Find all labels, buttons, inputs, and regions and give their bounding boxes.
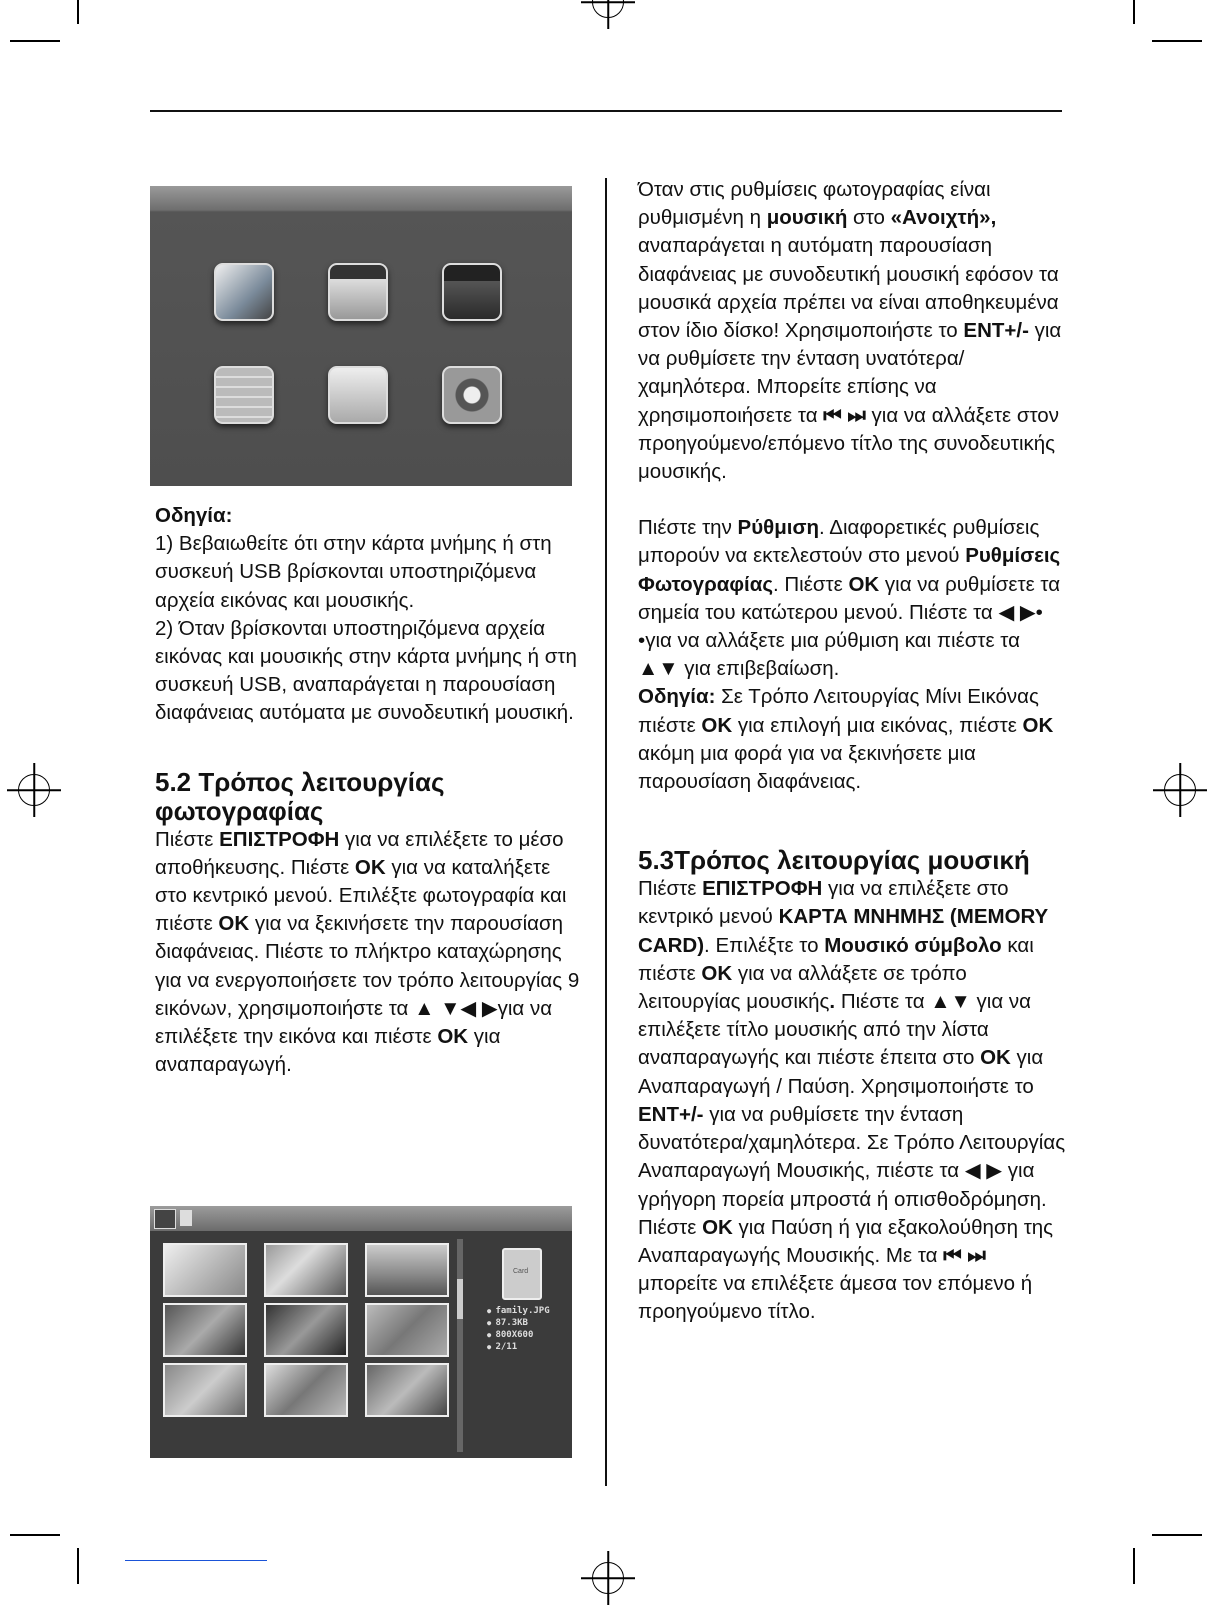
registration-mark-top bbox=[592, 0, 624, 18]
note-title: Οδηγία: bbox=[155, 504, 233, 527]
thumbnail-screenshot bbox=[150, 1206, 572, 1458]
thumbnail-image bbox=[264, 1243, 348, 1297]
file-size: ● 87.3KB bbox=[487, 1317, 550, 1329]
mini-image-note: Οδηγία: Σε Τρόπο Λειτουργίας Μίνι Εικόνας πιέστε OK για επιλογή μια εικόνας, πιέστε OK ακόμη μια φορά για να ξεκινήσετε μια παρουσίαση διαφάνειας. bbox=[638, 685, 1054, 794]
file-index: ● 2/11 bbox=[487, 1341, 550, 1353]
music-icon bbox=[328, 263, 388, 321]
left-right-icon: ◀ ▶• • bbox=[638, 600, 1043, 653]
photo-icon bbox=[214, 263, 274, 321]
music-mode-paragraph: Πιέστε ΕΠΙΣΤΡΟΦΗ για να επιλέξετε στο κεντρικό μενού ΚΑΡΤΑ ΜΝΗΜΗΣ (MEMORY CARD). Επιλέξτε το Μουσικό σύμβολο και πιέστε OK για να αλλάξετε σε τρόπο λειτουργίας μουσικής. Πιέστε τα ▲▼ για να επιλέξετε τίτλο μουσικής από την λίστα αναπαραγωγής και πιέστε έπειτα στο OK για Αναπαραγωγή / Παύση. Χρησιμοποιήστε το ENT+/- για να ρυθμίσετε την ένταση δυνατότερα/χαμηλότερα. Σε Τρόπο Λειτουργίας Αναπαραγωγή Μουσικής, πιέστε τα ◀ ▶ για γρήγορη πορεία μπροστά ή οπισθοδρόμηση. Πιέστε OK για Παύση ή για εξακολούθηση της Αναπαραγωγής Μουσικής. Με τα ⏮ ⏭ μπορείτε να επιλέξετε άμεσα τον επόμενο ή προηγούμενο τίτλο. bbox=[638, 877, 1066, 1324]
note-1: 1) Βεβαιωθείτε ότι στην κάρτα μνήμης ή στη συσκευή USB βρίσκονται υποστηριζόμενα αρχεία εικόνας και μουσικής. bbox=[155, 532, 552, 612]
footer-link-line bbox=[125, 1560, 267, 1561]
note-2: 2) Όταν βρίσκονται υποστηριζόμενα αρχεία εικόνας και μουσικής στην κάρτα μνήμης ή στη συσκευή USB, αναπαράγεται η παρουσίαση διαφάνειας αυτόματα με συνοδευτική μουσική. bbox=[155, 616, 577, 725]
crop-mark bbox=[1133, 1548, 1135, 1584]
left-right-icon: ◀ ▶ bbox=[964, 1159, 1003, 1183]
crop-mark bbox=[1152, 40, 1202, 42]
file-name: ● family.JPG bbox=[487, 1305, 550, 1317]
thumbnail-image bbox=[365, 1363, 449, 1417]
card-icon bbox=[154, 1209, 176, 1229]
crop-mark bbox=[10, 1534, 60, 1536]
thumbnail-image bbox=[264, 1363, 348, 1417]
prev-next-icon: ⏮ ⏭ bbox=[943, 1243, 986, 1267]
thumbnail-image bbox=[163, 1363, 247, 1417]
main-menu-screenshot bbox=[150, 186, 572, 486]
registration-mark-left bbox=[18, 774, 50, 806]
prev-next-icon: ⏮ ⏭ bbox=[823, 403, 866, 427]
crop-mark bbox=[77, 1548, 79, 1584]
header-rule bbox=[150, 110, 1062, 112]
left-column bbox=[150, 502, 580, 1079]
crop-mark bbox=[77, 0, 79, 24]
photo-mode-paragraph: Πιέστε ΕΠΙΣΤΡΟΦΗ για να επιλέξετε το μέσο αποθήκευσης. Πιέστε OK για να καταλήξετε στο κεντρικό μενού. Επιλέξτε φωτογραφία και πιέστε OK για να ξεκινήσετε την παρουσίαση διαφάνειας. Πιέστε το πλήκτρο καταχώρησης για να ενεργοποιήσετε τον τρόπο λειτουργίας 9 εικόνων, χρησιμοποιήστε τα ▲ ▼◀ ▶για να επιλέξετε την εικόνα και πιέστε OK για αναπαραγωγή. bbox=[155, 827, 580, 1077]
movie-icon bbox=[442, 263, 502, 321]
thumbnail-image bbox=[163, 1303, 247, 1357]
thumbnail-scrollbar[interactable] bbox=[457, 1239, 463, 1452]
crop-mark bbox=[10, 40, 60, 42]
crop-mark bbox=[1133, 0, 1135, 24]
up-down-icon: ▲▼ bbox=[638, 657, 679, 681]
thumbnail-toolbar bbox=[150, 1206, 572, 1231]
column-divider bbox=[605, 178, 607, 1486]
calendar-clock-icon bbox=[214, 366, 274, 424]
crop-mark bbox=[1152, 1534, 1202, 1536]
registration-mark-bottom bbox=[592, 1562, 624, 1594]
file-resolution: ● 800X600 bbox=[487, 1329, 550, 1341]
thumbnail-image bbox=[264, 1303, 348, 1357]
arrow-keys-icon: ▲ ▼◀ ▶ bbox=[414, 996, 498, 1020]
up-down-icon: ▲▼ bbox=[930, 990, 971, 1014]
scrollbar-thumb[interactable] bbox=[457, 1279, 463, 1319]
section-title-music: 5.3Τρόπος λειτουργίας μουσική bbox=[638, 845, 1030, 876]
right-column bbox=[638, 176, 1066, 1327]
section-title-photo: 5.2 Τρόπος λειτουργίας φωτογραφίας bbox=[155, 766, 445, 826]
folder-icon bbox=[328, 366, 388, 424]
thumbnail-image bbox=[365, 1303, 449, 1357]
settings-gear-icon bbox=[442, 366, 502, 424]
thumbnail-image bbox=[163, 1243, 247, 1297]
settings-paragraph: Πιέστε την Ρύθμιση. Διαφορετικές ρυθμίσεις μπορούν να εκτελεστούν στο μενού Ρυθμίσεις Φωτογραφίας. Πιέστε OK για να ρυθμίσετε τα σημεία του κατώτερου μενού. Πιέστε τα ◀ ▶• •για να αλλάξετε μια ρύθμιση και πιέστε τα ▲▼ για επιβεβαίωση. bbox=[638, 516, 1061, 681]
registration-mark-right bbox=[1164, 774, 1196, 806]
photo-small-icon bbox=[180, 1210, 192, 1226]
thumbnail-image bbox=[365, 1243, 449, 1297]
sd-card-icon: Card bbox=[502, 1248, 542, 1300]
music-slideshow-paragraph: Όταν στις ρυθμίσεις φωτογραφίας είναι ρυθμισμένη η μουσική στο «Ανοιχτή», αναπαράγεται η αυτόματη παρουσίαση διαφάνειας με συνοδευτική μουσική εφόσον τα μουσικά αρχεία πρέπει να είναι αποθηκευμένα στον ίδιο δίσκο! Χρησιμοποιήστε το ENT+/- για να ρυθμίσετε την ένταση υνατότερα/χαμηλότερα. Μπορείτε επίσης να χρησιμοποιήσετε τα ⏮ ⏭ για να αλλάξετε στον προηγούμενο/επόμενο τίτλο της συνοδευτικής μουσικής. bbox=[638, 178, 1062, 484]
file-info bbox=[487, 1305, 550, 1353]
